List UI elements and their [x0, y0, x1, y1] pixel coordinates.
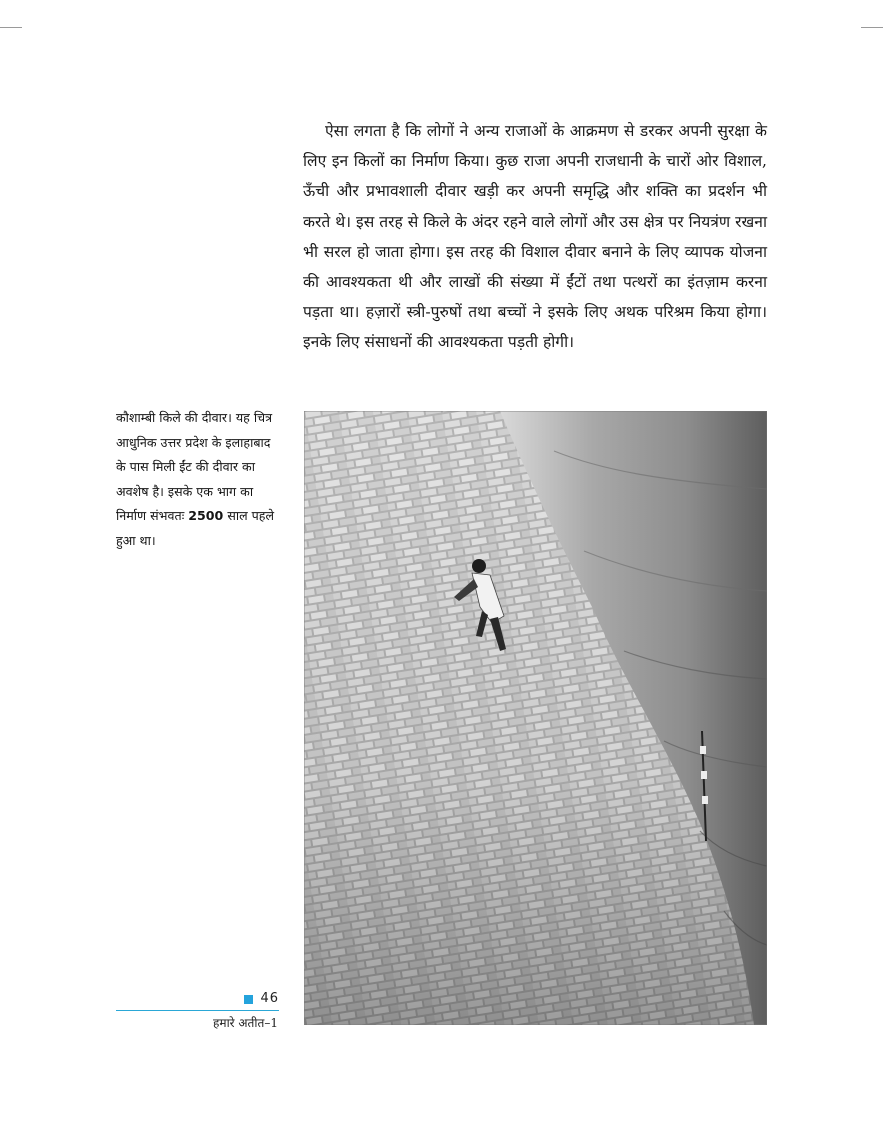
- caption-year-number: 2500: [188, 508, 224, 524]
- caption-text-end: साल पहले हुआ था।: [116, 508, 275, 548]
- crop-mark-left: [0, 27, 22, 28]
- square-bullet-icon: [244, 995, 253, 1004]
- body-paragraph: ऐसा लगता है कि लोगों ने अन्य राजाओं के आक्रमण से डरकर अपनी सुरक्षा के लिए इन किलों का निर्माण किया। कुछ राजा अपनी राजधानी के चारों ओर विशाल, ऊँची और प्रभावशाली दीवार खड़ी कर अपनी समृद्धि और शक्ति का प्रदर्शन भी करते थे। इस तरह से किले के अंदर रहने वाले लोगों और उस क्षेत्र पर नियत्रंण रखना भी सरल हो जाता होगा। इस तरह की विशाल दीवार बनाने के लिए व्यापक योजना की आवश्यकता थी और लाखों की संख्या में ईंटों तथा पत्थरों का इंतज़ाम करना पड़ता था। हज़ारों स्त्री-पुरुषों तथा बच्चों ने इसके लिए अथक परिश्रम किया होगा। इनके लिए संसाधनों की आवश्यकता पड़ती होगी।: [303, 122, 767, 352]
- book-title: हमारे अतीत–1: [213, 1016, 278, 1030]
- page-number: 46: [260, 991, 279, 1006]
- caption-text-start: कौशाम्बी किले की दीवार। यह चित्र आधुनिक उत्तर प्रदेश के इलाहाबाद के पास मिली ईंट की दीवार का अवशेष है। इसके एक भाग का निर्माण संभवतः: [116, 410, 273, 524]
- page-footer-rule: [116, 990, 279, 1011]
- kaushambi-wall-photo: [304, 411, 767, 1025]
- figure-caption: [116, 406, 284, 554]
- crop-mark-right: [861, 27, 883, 28]
